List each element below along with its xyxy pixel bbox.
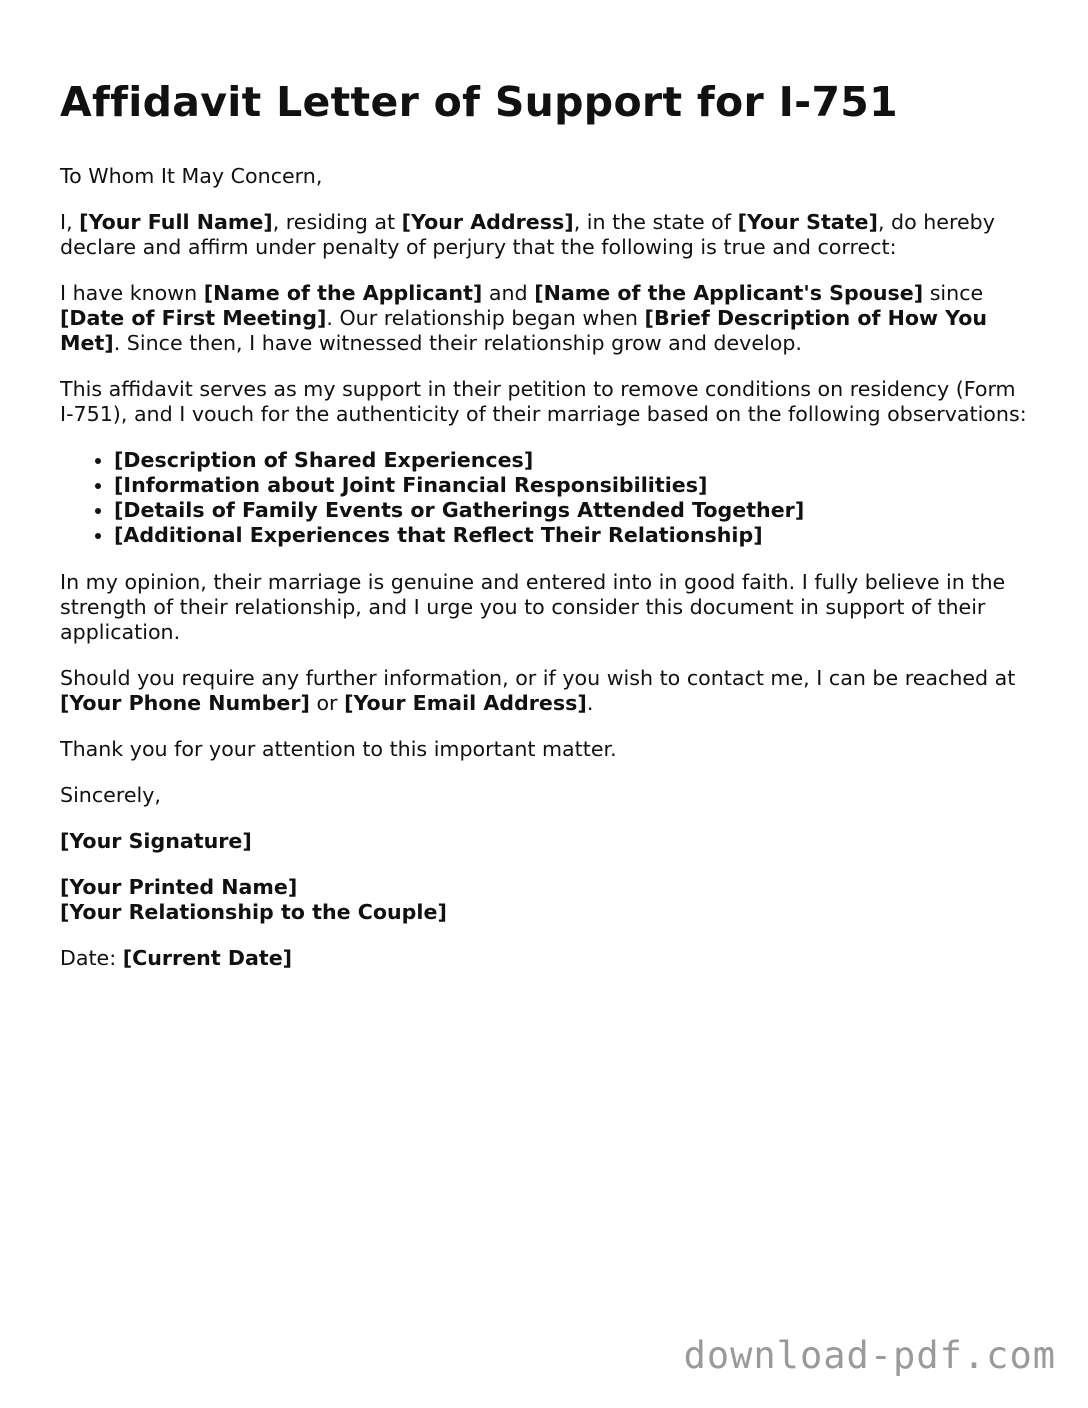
thanks-paragraph: Thank you for your attention to this important matter. [60, 737, 617, 761]
text: . [586, 691, 594, 715]
watermark: download-pdf.com [683, 1334, 1056, 1377]
relationship-to-couple: [Your Relationship to the Couple] [60, 900, 447, 924]
text: , residing at [272, 210, 402, 234]
text: . Since then, I have witnessed their relationship grow and develop. [113, 331, 802, 355]
name-block [60, 875, 1035, 925]
list-item: • [Information about Joint Financial Responsibilities] [114, 473, 1035, 498]
date-line [60, 946, 1035, 971]
text: . Our relationship began when [326, 306, 645, 330]
placeholder-how-met: [Brief Description of How You Met] [60, 306, 988, 355]
text: since [923, 281, 984, 305]
text: I, [60, 210, 80, 234]
printed-name: [Your Printed Name] [60, 875, 298, 899]
document-title: Affidavit Letter of Support for I-751 [60, 78, 898, 126]
signature: [Your Signature] [60, 829, 252, 853]
closing: Sincerely, [60, 783, 161, 807]
list-item: • [Description of Shared Experiences] [114, 448, 1035, 473]
date-label: Date: [60, 946, 123, 970]
placeholder-address: [Your Address] [401, 210, 574, 234]
text: , do hereby declare and affirm under penalty of perjury that the following is true and correct: [60, 210, 995, 259]
support-paragraph: This affidavit serves as my support in their petition to remove conditions on residency (Form I-751), and I vouch for the authenticity of their marriage based on the following observations: [60, 377, 1027, 426]
placeholder-email: [Your Email Address] [344, 691, 587, 715]
list-item: • [Additional Experiences that Reflect Their Relationship] [114, 523, 1035, 548]
relationship-paragraph [60, 281, 1035, 356]
document-page [60, 70, 1035, 992]
placeholder-first-meeting: [Date of First Meeting] [60, 306, 327, 330]
placeholder-applicant: [Name of the Applicant] [203, 281, 483, 305]
text: Should you require any further information, or if you wish to contact me, I can be reached at [60, 666, 1016, 690]
text: , in the state of [573, 210, 738, 234]
signature-block [60, 783, 1035, 971]
signature-placeholder [60, 829, 1035, 854]
text: I have known [60, 281, 204, 305]
placeholder-phone: [Your Phone Number] [60, 691, 310, 715]
contact-paragraph [60, 666, 1035, 716]
declaration-paragraph [60, 210, 1035, 260]
observations-list [60, 448, 1035, 548]
placeholder-spouse: [Name of the Applicant's Spouse] [534, 281, 924, 305]
placeholder-state: [Your State] [737, 210, 878, 234]
text: or [309, 691, 345, 715]
placeholder-full-name: [Your Full Name] [79, 210, 273, 234]
list-item: • [Details of Family Events or Gatherings Attended Together] [114, 498, 1035, 523]
salutation: To Whom It May Concern, [60, 164, 323, 188]
opinion-paragraph: In my opinion, their marriage is genuine and entered into in good faith. I fully believe in the strength of their relationship, and I urge you to consider this document in support of their application. [60, 570, 1006, 644]
date-value: [Current Date] [122, 946, 293, 970]
text: and [482, 281, 535, 305]
